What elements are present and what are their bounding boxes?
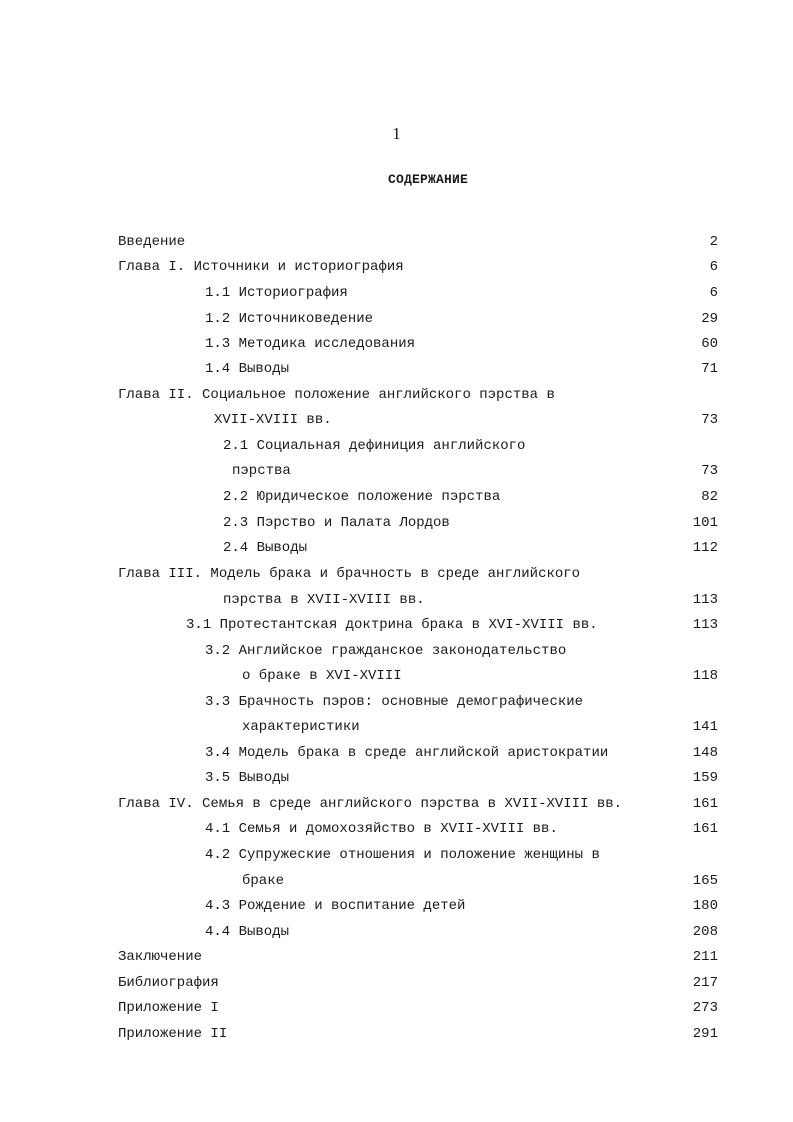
toc-entry-page: 159	[692, 770, 718, 786]
page-number: 1	[392, 124, 401, 143]
toc-entry-page: 273	[692, 1000, 718, 1016]
toc-entry-page: 211	[692, 949, 718, 965]
toc-entry-page: 101	[692, 515, 718, 531]
toc-entry-text: 1.3 Методика исследования	[205, 336, 416, 352]
toc-entry-text: 4.1 Семья и домохозяйство в XVII-XVIII вв.	[205, 821, 558, 837]
toc-entry-text: 4.4 Выводы	[205, 924, 290, 940]
toc-entry-text: 4.2 Супружеские отношения и положение женщины в	[205, 847, 600, 863]
toc-entry-text: браке	[242, 873, 285, 889]
toc-entry-text: 2.4 Выводы	[223, 540, 308, 556]
toc-entry-page: 60	[701, 336, 718, 352]
toc-entry-text: Введение	[118, 234, 186, 250]
toc-entry-text: 3.3 Брачность пэров: основные демографические	[205, 694, 584, 710]
toc-entry-page: 208	[692, 924, 718, 940]
toc-entry-page: 71	[701, 361, 718, 377]
toc-entry-text: 1.4 Выводы	[205, 361, 290, 377]
toc-entry-text: Глава I. Источники и историография	[118, 259, 404, 275]
toc-entry-page: 217	[692, 975, 718, 991]
toc-entry-page: 291	[692, 1026, 718, 1042]
toc-entry-text: 3.2 Английское гражданское законодательство	[205, 643, 567, 659]
toc-entry-page: 113	[692, 617, 718, 633]
toc-entry-page: 73	[701, 463, 718, 479]
toc-entry-text: пэрства в XVII-XVIII вв.	[223, 592, 425, 608]
toc-entry-page: 141	[692, 719, 718, 735]
toc-heading: СОДЕРЖАНИЕ	[387, 172, 468, 187]
toc-entry-text: о браке в XVI-XVIII	[242, 668, 402, 684]
toc-entry-text: Заключение	[118, 949, 203, 965]
toc-entry-page: 113	[692, 592, 718, 608]
toc-entry-text: пэрства	[232, 463, 291, 479]
toc-entry-page: 6	[709, 285, 718, 301]
toc-entry-text: Приложение I	[118, 1000, 219, 1016]
toc-entry-page: 2	[709, 234, 718, 250]
toc-entry-page: 6	[709, 259, 718, 275]
toc-entry-page: 118	[692, 668, 718, 684]
toc-entry-text: 2.2 Юридическое положение пэрства	[223, 489, 501, 505]
toc-entry-text: 1.1 Историография	[205, 285, 348, 301]
toc-entry-text: 2.1 Социальная дефиниция английского	[223, 438, 526, 454]
toc-entry-page: 161	[692, 821, 718, 837]
toc-entry-page: 165	[692, 873, 718, 889]
toc-entry-text: 3.4 Модель брака в среде английской аристократии	[205, 745, 609, 761]
toc-entry-text: Глава IV. Семья в среде английского пэрства в XVII-XVIII вв.	[118, 796, 623, 812]
toc-entry-page: 180	[692, 898, 718, 914]
toc-entry-page: 29	[701, 311, 718, 327]
toc-entry-text: 2.3 Пэрство и Палата Лордов	[223, 515, 450, 531]
toc-entry-page: 112	[692, 540, 718, 556]
toc-entry-text: характеристики	[242, 719, 360, 735]
toc-entry-text: Библиография	[118, 975, 219, 991]
toc-entry-page: 161	[692, 796, 718, 812]
toc-entry-text: Глава II. Социальное положение английского пэрства в	[118, 387, 555, 403]
toc-entry-text: 1.2 Источниковедение	[205, 311, 374, 327]
toc-entry-text: XVII-XVIII вв.	[214, 412, 332, 428]
toc-entry-text: Приложение II	[118, 1026, 228, 1042]
toc-entry-page: 73	[701, 412, 718, 428]
toc-entry-page: 82	[701, 489, 718, 505]
toc-entry-text: 4.3 Рождение и воспитание детей	[205, 898, 466, 914]
toc-entry-text: 3.1 Протестантская доктрина брака в XVI-XVIII вв.	[186, 617, 598, 633]
toc-entry-text: Глава III. Модель брака и брачность в среде английского	[118, 566, 581, 582]
toc-entry-text: 3.5 Выводы	[205, 770, 290, 786]
toc-entry-page: 148	[692, 745, 718, 761]
